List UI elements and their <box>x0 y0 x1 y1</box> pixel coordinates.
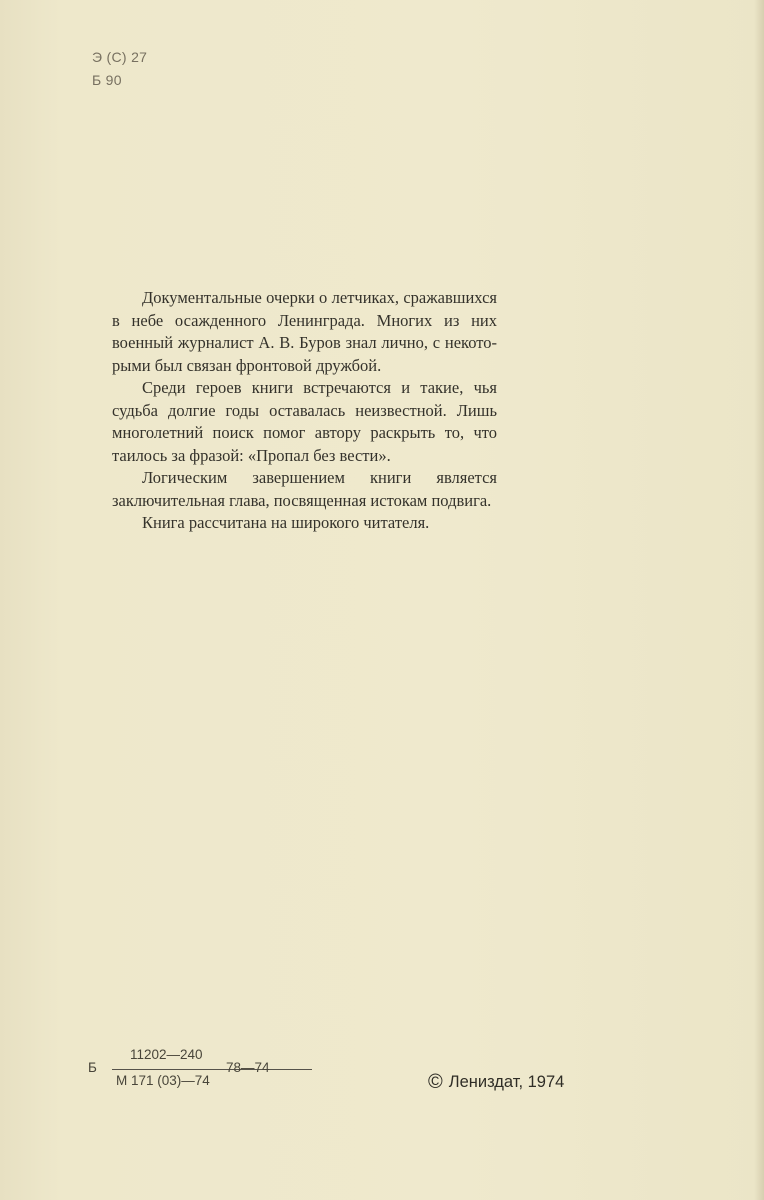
page-edge-shadow <box>754 0 764 1200</box>
biblio-code: 78—74 <box>226 1060 270 1075</box>
fraction-divider <box>112 1069 312 1070</box>
biblio-letter: Б <box>88 1060 97 1075</box>
udk-code: Э (С) 27 <box>92 49 148 65</box>
biblio-numerator: 11202—240 <box>130 1047 203 1062</box>
biblio-denominator: М 171 (03)—74 <box>116 1073 210 1088</box>
bibliographic-code <box>88 1047 288 1107</box>
annotation-paragraph: Книга рассчитана на широкого читателя. <box>142 513 430 532</box>
annotation-paragraph: Среди героев книги встречаются и такие, чья судьба долгие годы оставалась неизвестной. Лишь многолетний поиск помог автору раскрыть то, что таилось за фразой: «Пропал без вести». <box>112 378 497 465</box>
copyright-line <box>428 1071 564 1094</box>
annotation-paragraph: Документальные очерки о летчиках, сражавшихся в небе осажденного Ленинграда. Многих из них военный журналист А. В. Буров знал лично, с некоторыми был связан фронтовой дружбой. <box>112 288 497 375</box>
book-annotation <box>112 287 497 535</box>
author-index: Б 90 <box>92 72 122 88</box>
annotation-paragraph: Логическим завершением книги является заключительная глава, посвященная истокам подвига. <box>112 468 497 510</box>
classification-block <box>92 46 147 92</box>
publisher-year: Лениздат, 1974 <box>448 1073 565 1091</box>
copyright-icon: © <box>428 1071 443 1093</box>
